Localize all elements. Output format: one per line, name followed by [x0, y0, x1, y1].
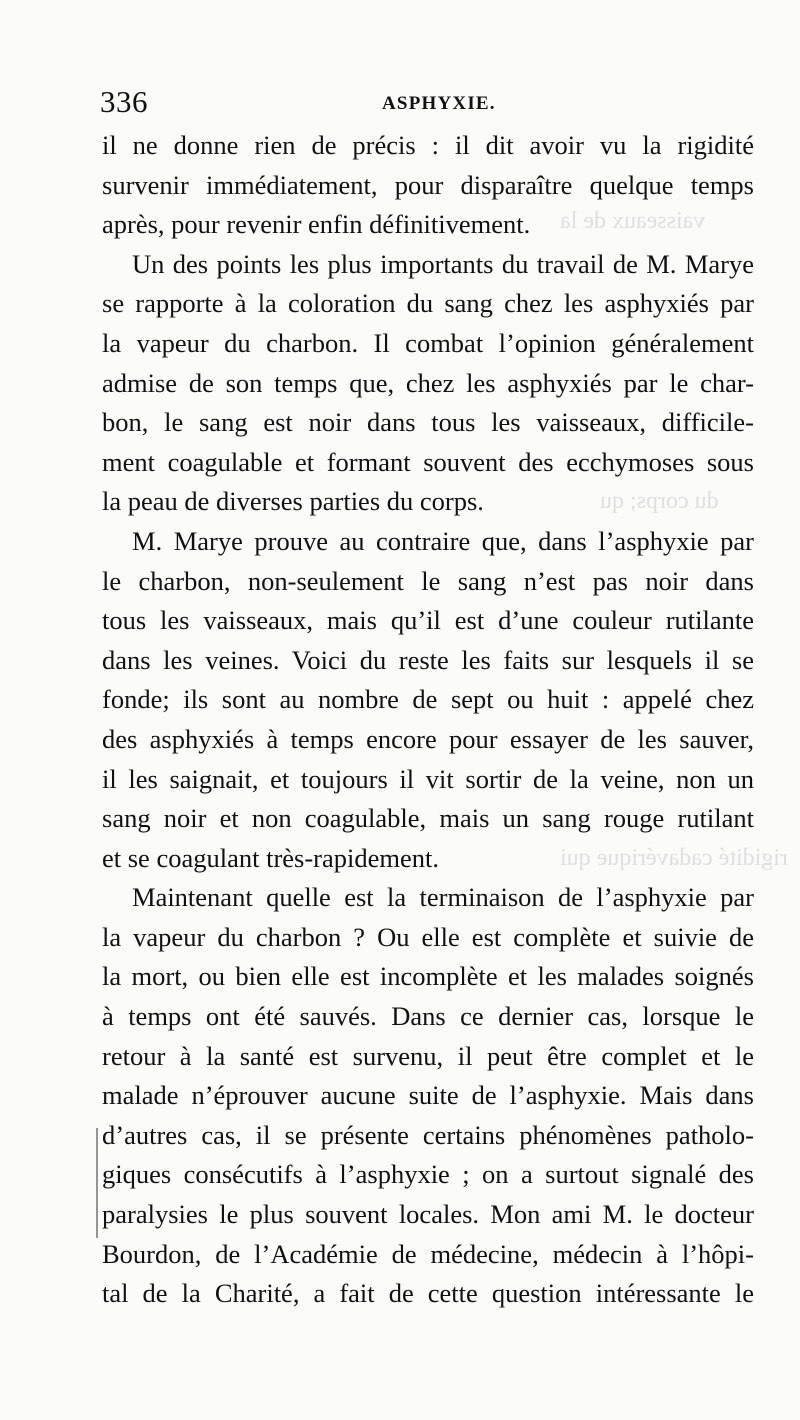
running-head: ASPHYXIE. — [382, 93, 496, 114]
text-line: M. Marye prouve au contraire que, dans l’asphyxie par — [132, 525, 754, 556]
page-header — [100, 82, 760, 122]
text-line: tal de la Charité, a fait de cette question intéressante le — [102, 1278, 754, 1309]
text-line: la peau de diverses parties du corps. — [102, 486, 484, 517]
text-line: bon, le sang est noir dans tous les vaisseaux, difficile- — [102, 407, 754, 438]
show-through-text: vaisseaux de la — [560, 208, 706, 234]
text-line: il les saignait, et toujours il vit sortir de la veine, non un — [102, 763, 754, 794]
text-line: après, pour revenir enfin définitivement. — [102, 209, 531, 240]
text-line: retour à la santé est survenu, il peut être complet et le — [102, 1040, 754, 1071]
text-line: le charbon, non-seulement le sang n’est pas noir dans — [102, 565, 754, 596]
text-line: d’autres cas, il se présente certains phénomènes patholo- — [102, 1119, 754, 1150]
text-line: à temps ont été sauvés. Dans ce dernier cas, lorsque le — [102, 1001, 754, 1032]
text-line: Bourdon, de l’Académie de médecine, médecin à l’hôpi- — [102, 1238, 754, 1269]
text-line: paralysies le plus souvent locales. Mon ami M. le docteur — [102, 1199, 754, 1230]
text-line: admise de son temps que, chez les asphyxiés par le char- — [102, 367, 754, 398]
show-through-text: du corps; qu — [600, 488, 719, 514]
text-line: dans les veines. Voici du reste les faits sur lesquels il se — [102, 644, 754, 675]
text-line: sang noir et non coagulable, mais un sang rouge rutilant — [102, 803, 754, 834]
text-line: ment coagulable et formant souvent des ecchymoses sous — [102, 446, 754, 477]
text-line: Maintenant quelle est la terminaison de l’asphyxie par — [132, 882, 754, 913]
body-text — [102, 126, 754, 1314]
text-line: malade n’éprouver aucune suite de l’asphyxie. Mais dans — [102, 1080, 754, 1111]
text-line: tous les vaisseaux, mais qu’il est d’une couleur rutilante — [102, 605, 754, 636]
text-line: il ne donne rien de précis : il dit avoir vu la rigidité — [102, 130, 754, 160]
page-number: 336 — [100, 84, 148, 119]
text-line: survenir immédiatement, pour disparaître quelque temps — [102, 169, 754, 200]
text-line: la vapeur du charbon ? Ou elle est complète et suivie de — [102, 921, 754, 952]
margin-mark — [96, 1128, 98, 1238]
text-line: et se coagulant très-rapidement. — [102, 842, 439, 873]
text-line: se rapporte à la coloration du sang chez les asphyxiés par — [102, 288, 754, 319]
show-through-text: rigidité cadavérique qui — [560, 845, 788, 871]
text-line: giques consécutifs à l’asphyxie ; on a surtout signalé des — [102, 1159, 754, 1190]
text-line: fonde; ils sont au nombre de sept ou huit : appelé chez — [102, 684, 754, 715]
text-line: des asphyxiés à temps encore pour essayer de les sauver, — [102, 723, 754, 754]
text-line: la mort, ou bien elle est incomplète et les malades soignés — [102, 961, 754, 992]
text-line: la vapeur du charbon. Il combat l’opinion généralement — [102, 327, 754, 358]
text-line: Un des points les plus importants du travail de M. Marye — [132, 248, 754, 279]
